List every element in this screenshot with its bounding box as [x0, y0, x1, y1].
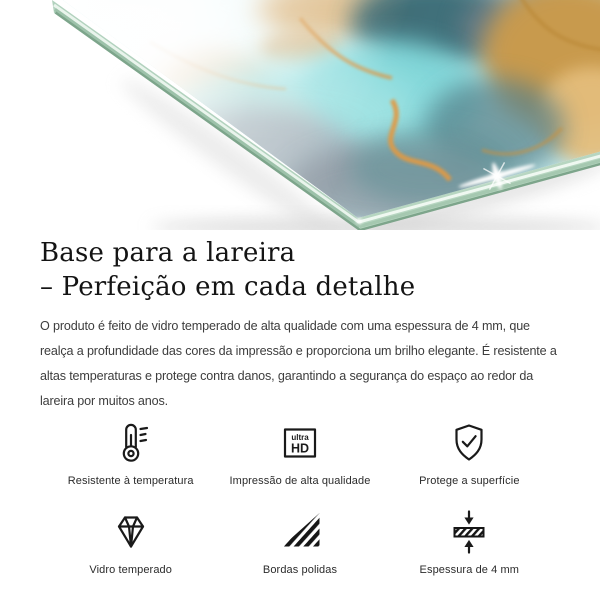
title-line-1: Base para a lareira: [40, 238, 296, 268]
feature-tempered-glass: [46, 509, 215, 576]
page-title: [40, 236, 560, 304]
ultra-hd-icon: [278, 420, 322, 465]
feature-protection: [385, 420, 554, 487]
glass-panel-photo: [0, 0, 600, 230]
feature-label: Vidro temperado: [89, 564, 172, 576]
feature-label: Bordas polidas: [262, 564, 338, 576]
feature-grid: [40, 420, 560, 576]
title-line-2: – Perfeição em cada detalhe: [40, 272, 416, 302]
feature-label: Resistente à temperatura: [67, 475, 194, 487]
feature-temperature: [46, 420, 215, 487]
feature-label: Espessura de 4 mm: [419, 564, 520, 576]
shield-check-icon: [447, 420, 491, 465]
polished-edges-icon: [278, 509, 322, 554]
feature-print-quality: [215, 420, 384, 487]
thickness-icon: [447, 509, 491, 554]
feature-thickness: [385, 509, 554, 576]
thermometer-icon: [109, 420, 153, 465]
hero-image: [0, 0, 600, 230]
feature-label: Protege a superfície: [419, 475, 520, 487]
feature-label: Impressão de alta qualidade: [229, 475, 371, 487]
ultra-hd-badge-bottom: HD: [290, 441, 310, 456]
product-description-section: [0, 236, 600, 576]
ultra-hd-badge-top: ultra: [291, 433, 309, 442]
diamond-icon: [109, 509, 153, 554]
corner-glint: [356, 218, 362, 224]
feature-polished-edges: [215, 509, 384, 576]
product-description-text: O produto é feito de vidro temperado de alta qualidade com uma espessura de 4 mm, que realça a profundidade das cores da impressão e proporciona um brilho elegante. É resistente a altas temperaturas e protege contra danos, garantindo a segurança do espaço ao redor da lareira por muitos anos.: [40, 319, 557, 408]
